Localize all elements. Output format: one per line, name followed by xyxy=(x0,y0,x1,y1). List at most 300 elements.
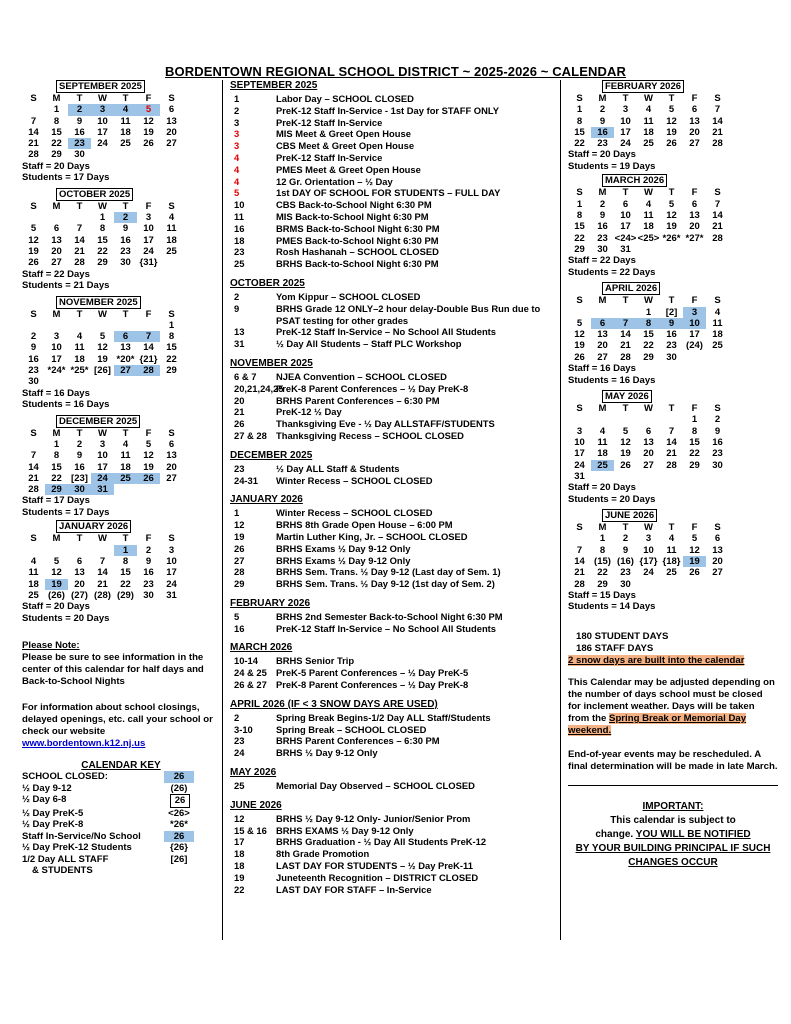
event-date: 29 xyxy=(234,578,245,590)
calendar-day: 6 xyxy=(168,438,175,450)
calendar-day: 12 xyxy=(143,450,154,462)
calendar-day: 22 xyxy=(97,245,108,257)
event-date: 15 & 16 xyxy=(234,824,267,836)
weekday-header: S xyxy=(576,522,583,534)
calendar-day: 14 xyxy=(28,126,39,138)
calendar-day xyxy=(706,579,729,590)
event-row xyxy=(230,176,560,188)
calendar-day: 21 xyxy=(712,221,723,233)
calendar-day: 6 xyxy=(53,223,60,235)
weekday-header: T xyxy=(668,295,675,307)
event-date: 5 xyxy=(234,610,240,622)
calendar-day xyxy=(660,244,683,255)
calendar-day: 11 xyxy=(120,450,131,462)
calendar-day: 12 xyxy=(143,115,154,127)
calendar-day xyxy=(568,414,591,425)
event-date: 4 xyxy=(234,151,240,163)
key-symbol: 26 xyxy=(170,794,190,808)
event-row xyxy=(230,246,560,258)
calendar-day: 9 xyxy=(30,342,37,354)
calendar-month-title: MAY 2026 xyxy=(602,390,652,403)
staff-days-count: Staff = 15 Days xyxy=(568,589,636,601)
weekday-header: S xyxy=(576,187,583,199)
calendar-day: 21 xyxy=(712,126,723,138)
event-row xyxy=(230,735,560,747)
calendar-day: 23 xyxy=(120,245,131,257)
event-date: 24 & 25 xyxy=(234,667,267,679)
left-column xyxy=(22,80,220,877)
calendar-day: 21 xyxy=(74,245,85,257)
calendar-day: 7 xyxy=(714,104,721,116)
event-text: PMES Back-to-School Night 6:30 PM xyxy=(276,234,439,246)
event-row xyxy=(230,555,560,567)
calendar-day: 23 xyxy=(28,365,39,377)
weekday-header: W xyxy=(98,533,107,545)
calendar-day: 17 xyxy=(689,329,700,341)
weekday-header: T xyxy=(622,403,629,415)
weekday-header: S xyxy=(30,427,37,439)
event-text: BRHS Parent Conferences – 6:30 PM xyxy=(276,735,440,747)
event-text: BRHS ½ Day 9-12 Only- Junior/Senior Prom xyxy=(276,812,471,824)
event-row xyxy=(230,578,560,590)
calendar-day: 4 xyxy=(668,533,675,545)
calendar-day: 5 xyxy=(622,425,629,437)
calendar-day: 7 xyxy=(76,223,83,235)
weekday-header: T xyxy=(668,187,675,199)
event-text: MIS Meet & Greet Open House xyxy=(276,128,411,140)
calendar-day: 22 xyxy=(574,232,585,244)
calendar-day: 25 xyxy=(643,138,654,150)
calendar-day: 10 xyxy=(51,342,62,354)
calendar-day: 18 xyxy=(597,448,608,460)
calendar-day: 2 xyxy=(76,438,83,450)
calendar-day: 7 xyxy=(714,198,721,210)
event-date: 3 xyxy=(234,128,240,140)
calendar-grid xyxy=(22,201,220,269)
calendar-day: 18 xyxy=(166,234,177,246)
calendar-day xyxy=(22,212,45,223)
staff-days-count: Staff = 20 Days xyxy=(22,160,90,172)
calendar-day: 10 xyxy=(97,115,108,127)
calendar-day xyxy=(160,257,183,268)
calendar-day: 13 xyxy=(712,544,723,556)
calendar-month-title: APRIL 2026 xyxy=(602,282,660,295)
calendar-day: 7 xyxy=(668,425,675,437)
calendar-day xyxy=(160,376,183,387)
event-text: BRHS Exams ½ Day 9-12 Only xyxy=(276,554,411,566)
calendar-day: 8 xyxy=(168,331,175,343)
weekday-header: M xyxy=(52,533,61,545)
event-text: BRHS EXAMS ½ Day 9-12 Only xyxy=(276,824,414,836)
calendar-day: [23] xyxy=(71,472,88,484)
calendar-day: 30 xyxy=(68,484,91,495)
calendar-day: 17 xyxy=(574,448,585,460)
calendar-day: 5 xyxy=(668,104,675,116)
calendar-day: 6 xyxy=(591,318,614,329)
calendar-day: 14 xyxy=(97,567,108,579)
event-text: Rosh Hashanah – SCHOOL CLOSED xyxy=(276,246,439,258)
events-column xyxy=(230,80,560,895)
event-date: 10 xyxy=(234,199,245,211)
calendar-day: 30 xyxy=(597,243,608,255)
calendar-month-title: JUNE 2026 xyxy=(602,509,657,522)
weekday-header: M xyxy=(598,295,607,307)
calendar-day: 17 xyxy=(97,461,108,473)
calendar-day: (28) xyxy=(94,589,111,601)
event-row xyxy=(230,872,560,884)
calendar-june xyxy=(568,509,778,613)
event-text: CBS Meet & Greet Open House xyxy=(276,140,415,152)
weekday-header: T xyxy=(76,200,83,212)
weekday-header: T xyxy=(622,295,629,307)
event-text: BRHS Sem. Trans. ½ Day 9-12 (1st day of Sem. 2) xyxy=(276,578,495,590)
key-symbol: 26 xyxy=(164,831,194,843)
calendar-day: 5 xyxy=(145,438,152,450)
weekday-header: M xyxy=(52,93,61,104)
adjust-note xyxy=(568,677,778,737)
event-row xyxy=(230,655,560,667)
calendar-day: 29 xyxy=(643,351,654,363)
important-notified: YOU WILL BE NOTIFIED xyxy=(635,828,751,840)
staff-days-count: Staff = 17 Days xyxy=(22,495,90,507)
calendar-day xyxy=(45,212,68,223)
calendar-day: 12 xyxy=(666,210,677,222)
event-date: 23 xyxy=(234,246,245,258)
closings-info xyxy=(22,702,220,750)
calendar-day: 8 xyxy=(99,223,106,235)
event-row xyxy=(230,848,560,860)
calendar-day: 28 xyxy=(712,232,723,244)
event-row xyxy=(230,507,560,519)
event-text: Spring Break Begins-1/2 Day ALL Staff/Students xyxy=(276,711,491,723)
calendar-day: 21 xyxy=(28,138,39,150)
weekday-header: S xyxy=(30,200,37,212)
events-month-heading: NOVEMBER 2025 xyxy=(230,357,313,369)
calendar-day: (29) xyxy=(117,589,134,601)
event-date: 5 xyxy=(234,187,240,199)
event-date: 20 xyxy=(234,394,245,406)
calendar-month-title: JANUARY 2026 xyxy=(56,520,131,533)
calendar-day: 24 xyxy=(166,578,177,590)
calendar-day xyxy=(137,484,160,495)
weekday-header: S xyxy=(30,93,37,104)
calendar-day: *20* xyxy=(116,353,135,365)
calendar-day: 26 xyxy=(28,257,39,269)
calendar-day xyxy=(91,149,114,160)
event-text: PreK-12 Staff In-Service xyxy=(276,116,383,128)
calendar-day: 27 xyxy=(643,459,654,471)
key-label: ½ Day PreK-12 Students xyxy=(22,842,132,854)
weekday-header: S xyxy=(30,533,37,545)
calendar-day: 15 xyxy=(574,126,585,138)
calendar-day: 11 xyxy=(712,317,723,329)
event-date: 1 xyxy=(234,507,240,519)
calendar-day: 6 xyxy=(691,198,698,210)
event-text: CBS Back-to-School Night 6:30 PM xyxy=(276,199,432,211)
calendar-day xyxy=(568,307,591,318)
key-label: Staff In-Service/No School xyxy=(22,830,141,842)
calendar-day: 11 xyxy=(666,544,677,556)
calendar-october xyxy=(22,188,220,292)
calendar-day: 26 xyxy=(666,138,677,150)
events-month-heading: JANUARY 2026 xyxy=(230,494,303,506)
calendar-day xyxy=(683,352,706,363)
calendar-day: 27 xyxy=(712,567,723,579)
event-date: 23 xyxy=(234,462,245,474)
calendar-day: 17 xyxy=(143,234,154,246)
important-change: change. xyxy=(595,828,634,840)
key-label: ½ Day PreK-8 xyxy=(22,819,84,831)
event-date: 18 xyxy=(234,234,245,246)
calendar-day: 9 xyxy=(622,544,629,556)
weekday-header: F xyxy=(691,295,698,307)
calendar-day: 18 xyxy=(643,221,654,233)
event-row xyxy=(230,747,560,759)
calendar-day: 30 xyxy=(120,257,131,269)
event-date: 4 xyxy=(234,163,240,175)
calendar-day: 16 xyxy=(143,567,154,579)
calendar-day: 11 xyxy=(597,436,608,448)
calendar-day: 14 xyxy=(28,461,39,473)
staff-days-count: Staff = 16 Days xyxy=(22,387,90,399)
calendar-december xyxy=(22,415,220,519)
staff-days-count: Staff = 20 Days xyxy=(568,482,636,494)
event-text: Spring Break – SCHOOL CLOSED xyxy=(276,723,427,735)
weekday-header: M xyxy=(598,187,607,199)
calendar-day xyxy=(68,376,91,387)
calendar-day xyxy=(114,320,137,331)
day-totals xyxy=(568,631,778,667)
calendar-day: 26 xyxy=(574,351,585,363)
event-date: 2 xyxy=(234,711,240,723)
calendar-day: 2 xyxy=(145,544,152,556)
event-text: 1st DAY OF SCHOOL FOR STUDENTS – FULL DAY xyxy=(276,187,501,199)
calendar-day: 18 xyxy=(120,461,131,473)
calendar-day: 12 xyxy=(97,342,108,354)
calendar-day: 17 xyxy=(166,567,177,579)
key-row xyxy=(22,854,220,866)
calendar-day: 12 xyxy=(689,544,700,556)
adjust-highlight: Spring Break or Memorial Day weekend. xyxy=(568,712,747,736)
calendar-day: *24* xyxy=(47,365,66,377)
weekday-header: M xyxy=(598,93,607,104)
calendar-day: 19 xyxy=(666,126,677,138)
event-row xyxy=(230,860,560,872)
calendar-day: 18 xyxy=(643,126,654,138)
calendar-day xyxy=(637,414,660,425)
calendar-day: 22 xyxy=(166,353,177,365)
event-row xyxy=(230,519,560,531)
please-note-body: Please be sure to see information in the center of this calendar for half days and Back-to-School Nights xyxy=(22,652,204,688)
event-row xyxy=(230,566,560,578)
calendar-day: {31} xyxy=(139,257,158,269)
event-row xyxy=(230,418,560,430)
calendar-grid xyxy=(568,93,778,149)
calendar-day: 11 xyxy=(120,115,131,127)
calendar-day: 27 xyxy=(166,138,177,150)
calendar-day: 15 xyxy=(643,329,654,341)
calendar-day: 4 xyxy=(122,438,129,450)
calendar-day: 21 xyxy=(574,567,585,579)
calendar-day: 23 xyxy=(666,340,677,352)
calendar-day: 25 xyxy=(120,138,131,150)
calendar-day: 22 xyxy=(689,448,700,460)
calendar-day: 1 xyxy=(576,198,583,210)
event-text: 12 Gr. Orientation – ½ Day xyxy=(276,175,393,187)
end-of-year-note: End-of-year events may be rescheduled. A final determination will be made in late March. xyxy=(568,748,778,772)
event-row xyxy=(230,117,560,129)
calendar-day: 14 xyxy=(712,115,723,127)
calendar-day: 13 xyxy=(689,210,700,222)
calendar-day: 14 xyxy=(666,436,677,448)
calendar-day xyxy=(706,244,729,255)
weekday-header: W xyxy=(98,200,107,212)
event-text: BRHS Exams ½ Day 9-12 Only xyxy=(276,542,411,554)
calendar-day: 20 xyxy=(166,461,177,473)
calendar-day: 27 xyxy=(689,138,700,150)
key-label: & STUDENTS xyxy=(32,865,93,877)
event-text: Memorial Day Observed – SCHOOL CLOSED xyxy=(276,780,475,792)
calendar-day xyxy=(114,376,137,387)
calendar-may xyxy=(568,390,778,505)
student-days-count: Students = 20 Days xyxy=(22,612,110,624)
calendar-day: 19 xyxy=(143,126,154,138)
calendar-day: 6 xyxy=(714,533,721,545)
calendar-day: 26 xyxy=(620,459,631,471)
event-text: PreK-8 Parent Conferences – ½ Day PreK-8 xyxy=(276,382,469,394)
event-row xyxy=(230,303,560,327)
calendar-day: 28 xyxy=(74,257,85,269)
calendar-day: 4 xyxy=(114,104,137,115)
calendar-day: 28 xyxy=(666,459,677,471)
calendar-day: 24 xyxy=(643,567,654,579)
calendar-day: 8 xyxy=(599,544,606,556)
calendar-day: 22 xyxy=(574,138,585,150)
calendar-day xyxy=(137,149,160,160)
weekday-header: T xyxy=(122,93,129,104)
calendar-day: 14 xyxy=(143,342,154,354)
weekday-header: S xyxy=(168,93,175,104)
event-date: 28 xyxy=(234,566,245,578)
right-column xyxy=(568,80,778,870)
calendar-day: 21 xyxy=(28,472,39,484)
event-row xyxy=(230,105,560,117)
calendar-day: 23 xyxy=(597,138,608,150)
weekday-header: M xyxy=(52,308,61,320)
weekday-header: M xyxy=(598,522,607,534)
weekday-header: S xyxy=(576,93,583,104)
weekday-header: T xyxy=(76,308,83,320)
calendar-day: 6 xyxy=(645,425,652,437)
calendar-day: 16 xyxy=(74,461,85,473)
events-month-heading: SEPTEMBER 2025 xyxy=(230,80,318,91)
weekday-header: W xyxy=(644,403,653,415)
weekday-header: T xyxy=(122,200,129,212)
weekday-header: S xyxy=(714,187,721,199)
events-month-heading: OCTOBER 2025 xyxy=(230,277,305,289)
weekday-header: T xyxy=(122,533,129,545)
calendar-day: 23 xyxy=(68,138,91,149)
events-month-heading: MARCH 2026 xyxy=(230,642,293,654)
event-text: BRHS ½ Day 9-12 Only xyxy=(276,747,378,759)
calendar-day: 12 xyxy=(574,329,585,341)
calendar-day: 7 xyxy=(30,450,37,462)
calendar-day xyxy=(637,579,660,590)
calendar-day: 20 xyxy=(74,578,85,590)
staff-days-count: Staff = 16 Days xyxy=(568,363,636,375)
calendar-day: 21 xyxy=(620,340,631,352)
event-row xyxy=(230,813,560,825)
calendar-day: 5 xyxy=(30,223,37,235)
event-date: 18 xyxy=(234,860,245,872)
calendar-day: 8 xyxy=(576,210,583,222)
calendar-day: 8 xyxy=(53,450,60,462)
calendar-day: 2 xyxy=(622,533,629,545)
key-row xyxy=(22,771,220,783)
calendar-day: 29 xyxy=(45,484,68,495)
calendar-day: 16 xyxy=(120,234,131,246)
website-link[interactable]: www.bordentown.k12.nj.us xyxy=(22,738,146,750)
event-date: 1 xyxy=(234,93,240,104)
calendar-day: 4 xyxy=(30,556,37,568)
event-row xyxy=(230,623,560,635)
calendar-grid xyxy=(22,93,220,161)
event-date: 24-31 xyxy=(234,474,258,486)
calendar-day: *25* xyxy=(70,365,89,377)
calendar-day: 4 xyxy=(76,331,83,343)
calendar-day: 7 xyxy=(30,115,37,127)
calendar-day: 16 xyxy=(666,329,677,341)
key-row xyxy=(22,842,220,854)
snow-days-note: 2 snow days are built into the calendar xyxy=(568,654,745,666)
calendar-day: 29 xyxy=(97,257,108,269)
event-text: PMES Meet & Greet Open House xyxy=(276,163,421,175)
weekday-header: F xyxy=(145,308,152,320)
event-date: 17 xyxy=(234,836,245,848)
calendar-grid xyxy=(22,309,220,388)
calendar-day: 18 xyxy=(712,329,723,341)
weekday-header: S xyxy=(714,93,721,104)
staff-days-count: Staff = 22 Days xyxy=(22,268,90,280)
weekday-header: W xyxy=(644,295,653,307)
calendar-day: 29 xyxy=(51,149,62,161)
calendar-day: 14 xyxy=(620,329,631,341)
calendar-day: 28 xyxy=(712,138,723,150)
important-line-3: BY YOUR BUILDING PRINCIPAL IF SUCH CHANGES OCCUR xyxy=(575,842,771,868)
calendar-day xyxy=(683,244,706,255)
calendar-day: 11 xyxy=(166,223,177,235)
key-row xyxy=(22,831,220,843)
event-date: 3-10 xyxy=(234,723,253,735)
event-text: LAST DAY FOR STUDENTS – ½ Day PreK-11 xyxy=(276,860,473,872)
calendar-day: 23 xyxy=(620,567,631,579)
calendar-day: 3 xyxy=(168,544,175,556)
event-date: 24 xyxy=(234,747,245,759)
key-row xyxy=(22,783,220,795)
closings-text: For information about school closings, delayed openings, etc. call your school or check our website xyxy=(22,702,213,738)
calendar-day: 18 xyxy=(28,578,39,590)
event-row xyxy=(230,679,560,691)
student-days-count: Students = 17 Days xyxy=(22,172,110,184)
calendar-day: 22 xyxy=(120,578,131,590)
calendar-day xyxy=(614,414,637,425)
calendar-day: 24 xyxy=(97,138,108,150)
calendar-day: 3 xyxy=(683,307,706,318)
weekday-header: F xyxy=(691,522,698,534)
calendar-day: 4 xyxy=(168,212,175,224)
weekday-header: W xyxy=(98,427,107,439)
weekday-header: T xyxy=(76,93,83,104)
